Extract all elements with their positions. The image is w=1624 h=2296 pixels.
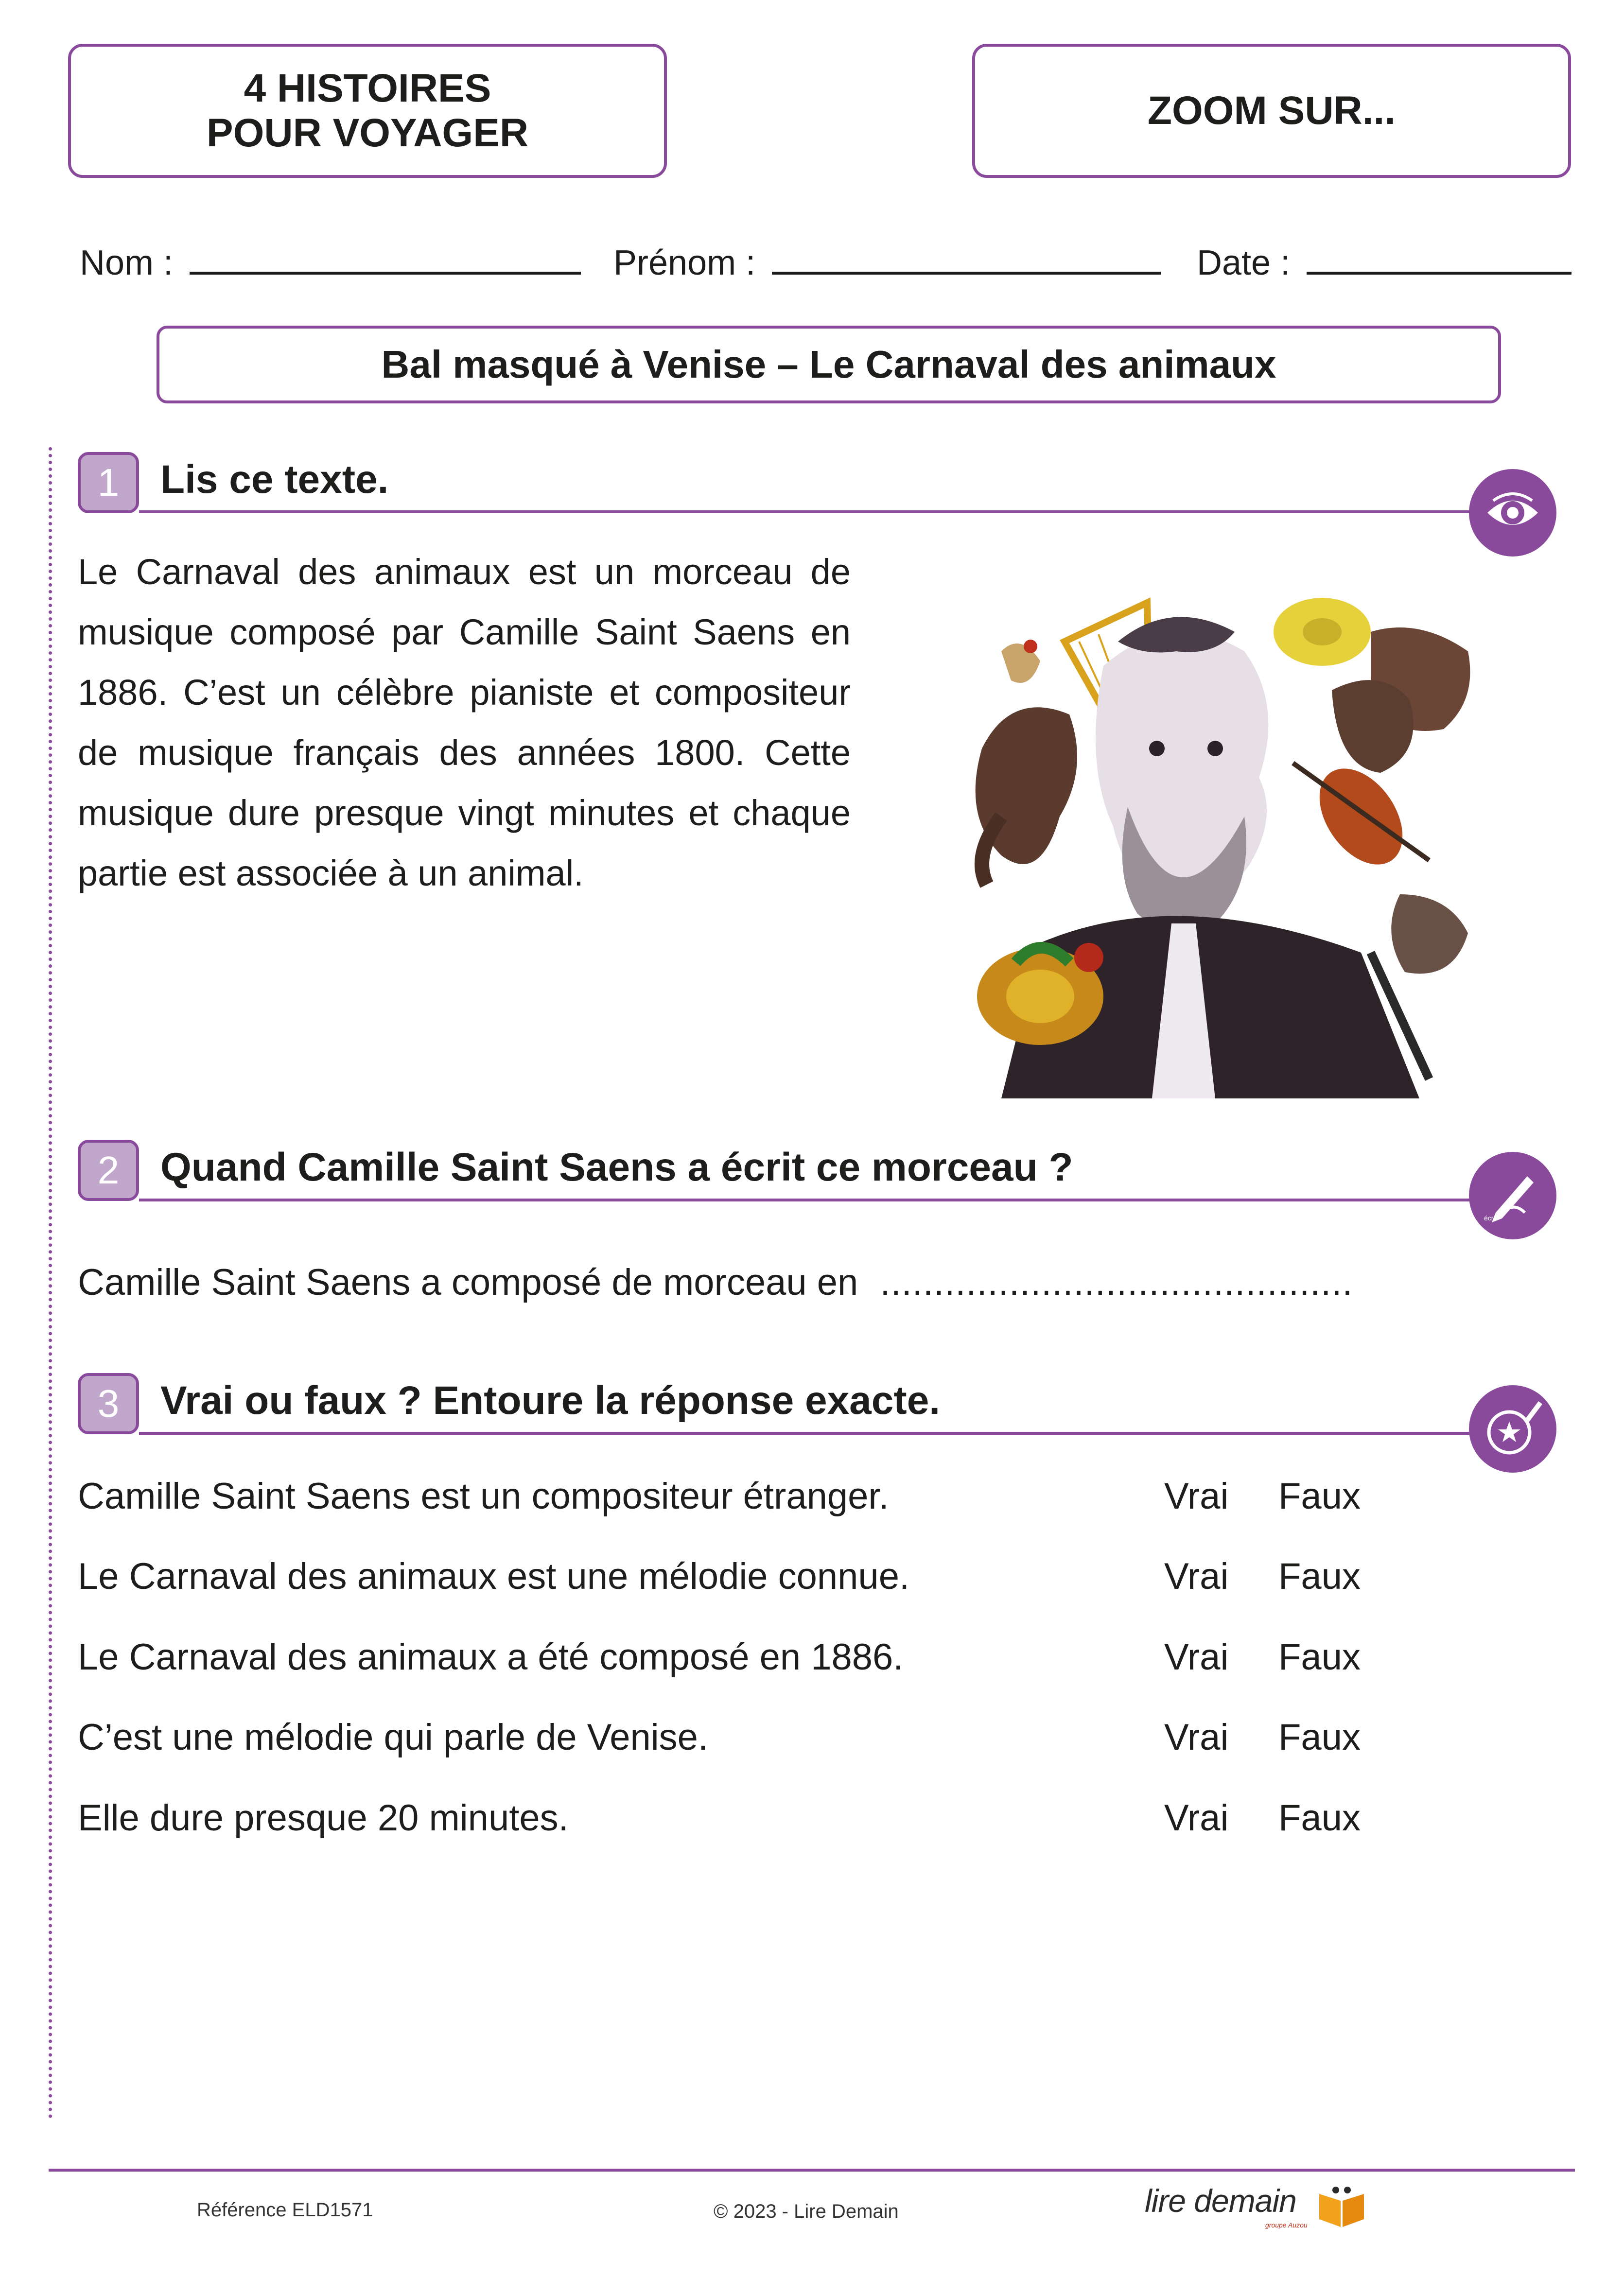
nom-field[interactable] — [80, 243, 581, 283]
tf-faux-1[interactable]: Faux — [1278, 1476, 1361, 1517]
tf-vrai-3[interactable]: Vrai — [1164, 1636, 1229, 1678]
header-right-box — [972, 44, 1571, 178]
tf-statement-2: Le Carnaval des animaux est une mélodie connue. — [78, 1556, 910, 1597]
prenom-line[interactable] — [772, 245, 1161, 275]
q3-number: 3 — [78, 1373, 139, 1434]
tf-statement-1: Camille Saint Saens est un compositeur étranger. — [78, 1476, 889, 1517]
date-label: Date : — [1197, 244, 1291, 282]
brand-name: lire demain — [1145, 2183, 1296, 2219]
margin-dotted-line — [49, 447, 52, 2119]
footer-divider — [49, 2169, 1575, 2172]
page-title: Bal masqué à Venise – Le Carnaval des animaux — [381, 343, 1276, 386]
q3-underline — [139, 1432, 1485, 1435]
tf-faux-5[interactable]: Faux — [1278, 1797, 1361, 1839]
page-title-box — [157, 326, 1501, 403]
tf-statement-3: Le Carnaval des animaux a été composé en 1886. — [78, 1636, 904, 1678]
date-field[interactable] — [1197, 243, 1572, 283]
q2-answer-dots[interactable]: ............................................ — [880, 1262, 1353, 1303]
eye-icon — [1469, 469, 1556, 557]
header-left-line2: POUR VOYAGER — [206, 111, 529, 155]
write-icon — [1469, 1152, 1556, 1239]
header-left-box — [68, 44, 667, 178]
book-icon — [1317, 2184, 1366, 2228]
prenom-field[interactable] — [613, 243, 1161, 283]
q2-number: 2 — [78, 1140, 139, 1201]
q1-underline — [139, 510, 1485, 513]
tf-statement-5: Elle dure presque 20 minutes. — [78, 1797, 569, 1839]
star-pencil-icon — [1469, 1385, 1556, 1473]
composer-illustration — [943, 544, 1517, 1118]
nom-line[interactable] — [190, 245, 581, 275]
tf-faux-4[interactable]: Faux — [1278, 1717, 1361, 1758]
tf-faux-2[interactable]: Faux — [1278, 1556, 1361, 1597]
q3-title: Vrai ou faux ? Entoure la réponse exacte. — [160, 1378, 941, 1423]
date-line[interactable] — [1307, 245, 1572, 275]
q2-answer-prefix: Camille Saint Saens a composé de morceau en — [78, 1262, 858, 1303]
q1-reading-text: Le Carnaval des animaux est un morceau de musique composé par Camille Saint Saens en 1886. C’est un célèbre pianiste et compositeur de musique français des années 1800. Cette musique dure presque vingt minutes et chaque partie est associée à un animal. — [78, 552, 851, 893]
header-right-title: ZOOM SUR... — [1147, 88, 1396, 133]
tf-statement-4: C’est une mélodie qui parle de Venise. — [78, 1717, 709, 1758]
tf-vrai-1[interactable]: Vrai — [1164, 1476, 1229, 1517]
write-icon-label: écris — [1484, 1214, 1499, 1222]
tf-vrai-5[interactable]: Vrai — [1164, 1797, 1229, 1839]
q2-underline — [139, 1199, 1485, 1201]
q1-number: 1 — [78, 452, 139, 513]
tf-faux-3[interactable]: Faux — [1278, 1636, 1361, 1678]
nom-label: Nom : — [80, 244, 174, 282]
header-left-line1: 4 HISTOIRES — [244, 66, 491, 110]
prenom-label: Prénom : — [613, 244, 756, 282]
tf-vrai-4[interactable]: Vrai — [1164, 1717, 1229, 1758]
q2-title: Quand Camille Saint Saens a écrit ce morceau ? — [160, 1145, 1073, 1189]
q1-title: Lis ce texte. — [160, 457, 389, 502]
q2-answer-line[interactable] — [78, 1261, 1353, 1304]
tf-vrai-2[interactable]: Vrai — [1164, 1556, 1229, 1597]
brand-sub: groupe Auzou — [1265, 2221, 1308, 2229]
footer-reference: Référence ELD1571 — [197, 2199, 373, 2221]
footer-copyright: © 2023 - Lire Demain — [714, 2201, 899, 2222]
brand-logo — [1145, 2182, 1378, 2241]
